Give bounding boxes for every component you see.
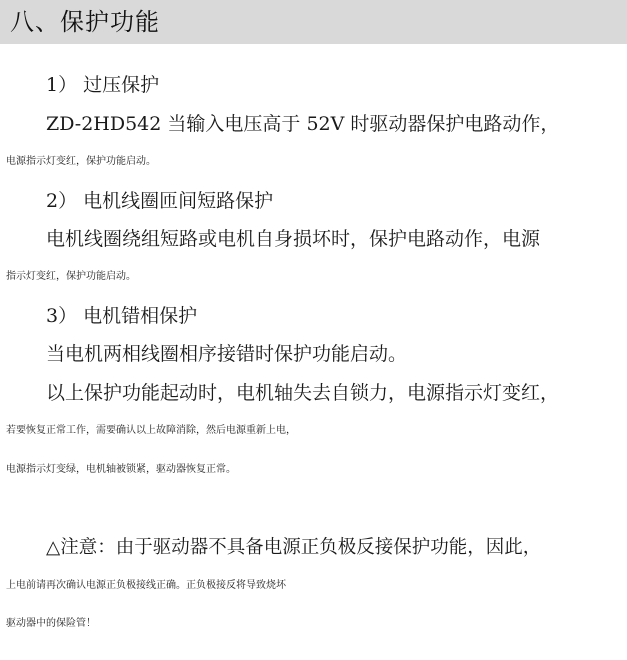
item-1-heading: 1） 过压保护 xyxy=(46,74,160,96)
item-3-heading: 3） 电机错相保护 xyxy=(46,305,198,327)
warning-line-2: 上电前请再次确认电源正负极接线正确。正负极接反将导致烧坏 xyxy=(6,580,286,591)
item-3-body-line-1: 当电机两相线圈相序接错时保护功能启动。 xyxy=(46,343,408,365)
summary-line-1: 以上保护功能起动时，电机轴失去自锁力，电源指示灯变红， xyxy=(46,382,560,404)
item-1-body-line-2: 电源指示灯变红，保护功能启动。 xyxy=(6,156,156,167)
summary-line-3: 电源指示灯变绿，电机轴被锁紧，驱动器恢复正常。 xyxy=(6,464,236,475)
section-title: 八、保护功能 xyxy=(10,8,160,36)
summary-line-2: 若要恢复正常工作，需要确认以上故障消除，然后电源重新上电， xyxy=(6,425,296,436)
item-1-body-line-1: ZD-2HD542 当输入电压高于 52V 时驱动器保护电路动作， xyxy=(46,113,560,135)
item-2-body-line-1: 电机线圈绕组短路或电机自身损坏时，保护电路动作，电源 xyxy=(46,228,541,250)
item-2-body-line-2: 指示灯变红，保护功能启动。 xyxy=(6,271,136,282)
warning-line-1: △注意：由于驱动器不具备电源正负极反接保护功能，因此， xyxy=(46,537,542,558)
warning-line-3: 驱动器中的保险管！ xyxy=(6,618,96,629)
item-2-heading: 2） 电机线圈匝间短路保护 xyxy=(46,190,274,212)
section-header-bar xyxy=(0,0,627,44)
